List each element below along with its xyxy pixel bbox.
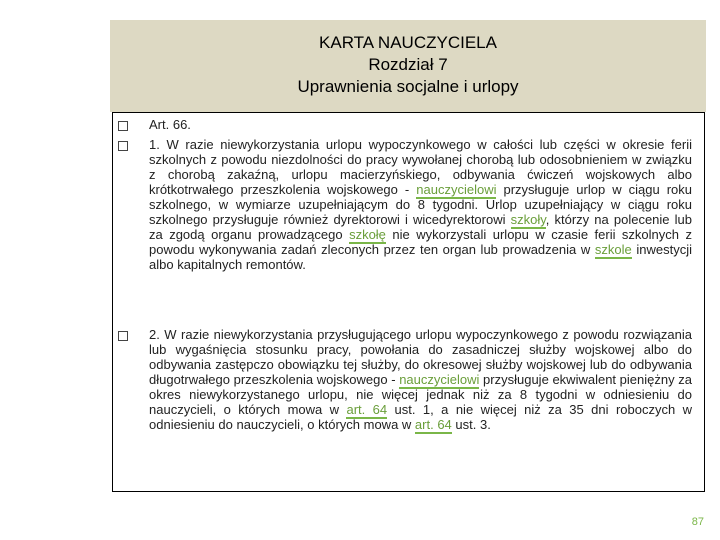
inline-link[interactable]: szkole <box>594 242 632 257</box>
paragraph-text: nie wykorzystali urlopu w czasie ferii szkolnych z powodu wykonywania zadań zleconych przez ten organ lub prowadzenia w <box>149 227 692 257</box>
title-line-1: KARTA NAUCZYCIELA <box>319 33 497 52</box>
paragraph-text: 2. W razie niewykorzystania przysługującego urlopu wypoczynkowego z powodu rozwiązania lub wygaśnięcia stosunku pracy, powołania do zasadniczej służby wojskowej albo do odbywania zastępczo obowiązku tej służby, do okresowej służby wojskowej lub do odbywania długotrwałego przeszkolenia wojskowego - <box>149 327 692 387</box>
paragraph-1 <box>149 137 692 272</box>
left-stripe <box>0 0 108 540</box>
paragraph-text: przysługuje ekwiwalent pieniężny za okres niewykorzystanego urlopu, nie więcej jednak niż za 8 tygodni w odniesieniu do nauczycieli, o których mowa w <box>149 372 692 417</box>
title-line-2: Rozdział 7 <box>368 55 448 74</box>
page-number: 87 <box>691 516 704 528</box>
paragraph-text: ust. 1, a nie więcej niż za 35 dni roboczych w odniesieniu do nauczycieli, o których mowa w <box>149 402 692 432</box>
inline-link[interactable]: szkoły <box>510 212 546 227</box>
paragraph-text: inwestycji albo kapitalnych remontów. <box>149 242 692 272</box>
title-line-3: Uprawnienia socjalne i urlopy <box>297 77 519 96</box>
paragraph-text: 1. W razie niewykorzystania urlopu wypoczynkowego w całości lub części w okresie ferii szkolnych z powodu niezdolności do pracy wywołanej chorobą lub odosobnieniem w związku z chorobą zakaźną, urlopu macierzyńskiego, odbywania ćwiczeń wojskowych albo krótkotrwałego przeszkolenia wojskowego - <box>149 137 692 197</box>
inline-link[interactable]: art. 64 <box>346 402 388 417</box>
inline-link[interactable]: art. 64 <box>414 417 452 432</box>
paragraph-text: przysługuje urlop w ciągu roku szkolnego, w wymiarze uzupełniającym do 8 tygodni. Urlop uzupełniający w ciągu roku szkolnego przysługuje również dyrektorowi i wicedyrektorowi <box>149 182 692 227</box>
bullet-icon <box>118 121 128 131</box>
slide-title <box>110 32 706 98</box>
paragraph-text: , którzy na polecenie lub za zgodą organu prowadzącego <box>149 212 692 242</box>
content-box <box>112 112 705 492</box>
bullet-icon <box>118 141 128 151</box>
bullet-icon <box>118 331 128 341</box>
paragraph-2 <box>149 327 692 432</box>
inline-link[interactable]: nauczycielowi <box>399 372 480 387</box>
article-heading <box>149 117 692 132</box>
paragraph-text: ust. 3. <box>451 417 491 432</box>
inline-link[interactable]: szkołę <box>349 227 386 242</box>
paragraph-text: Art. 66. <box>149 117 191 132</box>
inline-link[interactable]: nauczycielowi <box>416 182 497 197</box>
